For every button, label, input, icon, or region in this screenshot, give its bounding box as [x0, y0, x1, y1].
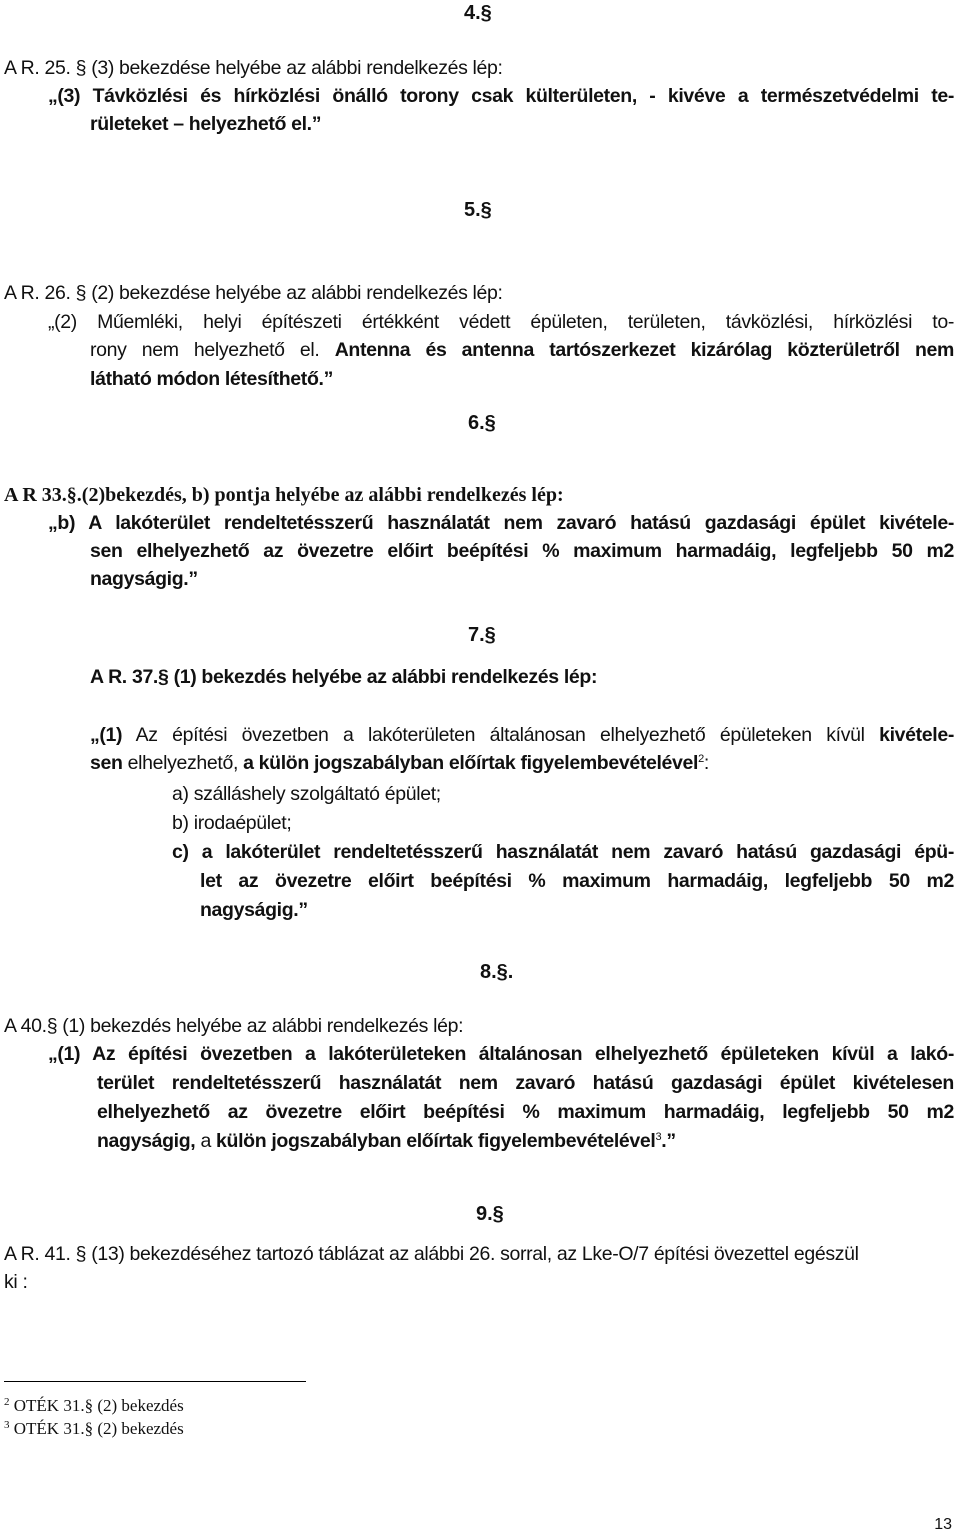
- section-8-text-line-3: elhelyezhető az övezetre előirt beépítési % maximum harmadáig, legfeljebb 50 m2: [97, 1101, 954, 1123]
- section-7-text-line-2d: :: [703, 752, 709, 774]
- section-4-heading: 4.§: [464, 2, 492, 24]
- section-4-text-line-1: „(3) Távközlési és hírközlési önálló torony csak külterületen, - kivéve a természetvédelmi te-: [48, 85, 954, 107]
- section-8-text-line-1: „(1) Az építési övezetben a lakóterületeken általánosan elhelyezhető épületeken kívül a lakó-: [48, 1043, 954, 1065]
- section-6-text-line-1: „b) A lakóterület rendeltetésszerű használatát nem zavaró hatású gazdasági épület kivétele-: [48, 512, 954, 534]
- section-8-heading: 8.§.: [480, 961, 514, 983]
- section-7-intro: A R. 37.§ (1) bekezdés helyébe az alábbi rendelkezés lép:: [90, 666, 598, 688]
- section-8-text-line-4: [97, 1128, 676, 1154]
- section-5-text-line-2: [90, 337, 954, 363]
- section-7-item-b: b) irodaépület;: [172, 812, 292, 834]
- footnote-ref-3: 3: [655, 1131, 662, 1143]
- footnote-2-text: OTÉK 31.§ (2) bekezdés: [13, 1396, 184, 1415]
- footnote-3-text: OTÉK 31.§ (2) bekezdés: [13, 1419, 184, 1438]
- section-6-text-line-2: sen elhelyezhető az övezetre előirt beépítési % maximum harmadáig, legfeljebb 50 m2: [90, 540, 954, 562]
- section-7-text-line-1: [90, 722, 954, 748]
- section-7-text-line-2b: elhelyezhető,: [127, 752, 239, 774]
- section-4-text-line-2: rületeket – helyezhető el.”: [90, 113, 322, 135]
- footnote-3-number: 3: [4, 1419, 10, 1431]
- section-7-item-a: a) szálláshely szolgáltató épület;: [172, 783, 441, 805]
- section-5-text-line-2a: rony nem helyezhető el.: [90, 339, 320, 361]
- section-9-heading: 9.§: [476, 1203, 504, 1225]
- section-5-intro: A R. 26. § (2) bekezdése helyébe az alábbi rendelkezés lép:: [4, 282, 503, 304]
- section-7-heading: 7.§: [468, 624, 496, 646]
- section-8-text-line-4c: külön jogszabályban előírtak figyelembevételével: [216, 1130, 656, 1152]
- section-5-text-line-3: látható módon létesíthető.”: [90, 368, 333, 390]
- section-7-item-c-line-1: c) a lakóterület rendeltetésszerű használatát nem zavaró hatású gazdasági épü-: [172, 841, 954, 863]
- section-7-item-c-line-2: let az övezetre előirt beépítési % maximum harmadáig, legfeljebb 50 m2: [200, 870, 954, 892]
- section-6-text-line-3: nagyságig.”: [90, 568, 198, 590]
- section-7-text-line-2: [90, 750, 709, 776]
- footnote-2: [4, 1395, 184, 1417]
- footnote-3: [4, 1418, 184, 1440]
- footnote-2-number: 2: [4, 1396, 10, 1408]
- page-number: 13: [934, 1516, 952, 1533]
- section-8-intro: A 40.§ (1) bekezdés helyébe az alábbi rendelkezés lép:: [4, 1015, 464, 1037]
- section-4-intro: A R. 25. § (3) bekezdése helyébe az alábbi rendelkezés lép:: [4, 57, 503, 79]
- section-5-heading: 5.§: [464, 199, 492, 221]
- section-7-text-line-1c: kivétele-: [879, 724, 955, 746]
- section-7-text-line-1a: „(1): [90, 724, 123, 746]
- section-5-text-line-2b: Antenna és antenna tartószerkezet kizárólag közterületről nem: [334, 339, 954, 361]
- section-7-item-c-line-3: nagyságig.”: [200, 899, 308, 921]
- footnote-ref-2: 2: [698, 753, 704, 765]
- section-6-heading: 6.§: [468, 412, 496, 434]
- section-8-text-line-4d: .”: [661, 1130, 676, 1152]
- section-8-text-line-4a: nagyságig,: [97, 1130, 196, 1152]
- section-8-text-line-4b: a: [200, 1130, 211, 1152]
- section-5-text-line-1: „(2) Műemléki, helyi építészeti értékként védett épületen, területen, távközlési, hírközlési to-: [48, 311, 954, 333]
- section-8-text-line-2: terület rendeltetésszerű használatát nem zavaró hatású gazdasági épület kivételesen: [97, 1072, 954, 1094]
- section-6-intro: A R 33.§.(2)bekezdés, b) pontja helyébe az alábbi rendelkezés lép:: [4, 484, 564, 506]
- section-7-text-line-2a: sen: [90, 752, 123, 774]
- section-7-text-line-1b: Az építési övezetben a lakóterületen általánosan elhelyezhető épületeken kívül: [135, 724, 865, 746]
- footnote-separator: [4, 1381, 306, 1382]
- section-9-text-line-1: A R. 41. § (13) bekezdéséhez tartozó táblázat az alábbi 26. sorral, az Lke-O/7 építési övezettel egészül: [4, 1243, 859, 1265]
- section-7-text-line-2c: a külön jogszabályban előírtak figyelembevételével: [243, 752, 699, 774]
- section-9-text-line-2: ki :: [4, 1271, 28, 1293]
